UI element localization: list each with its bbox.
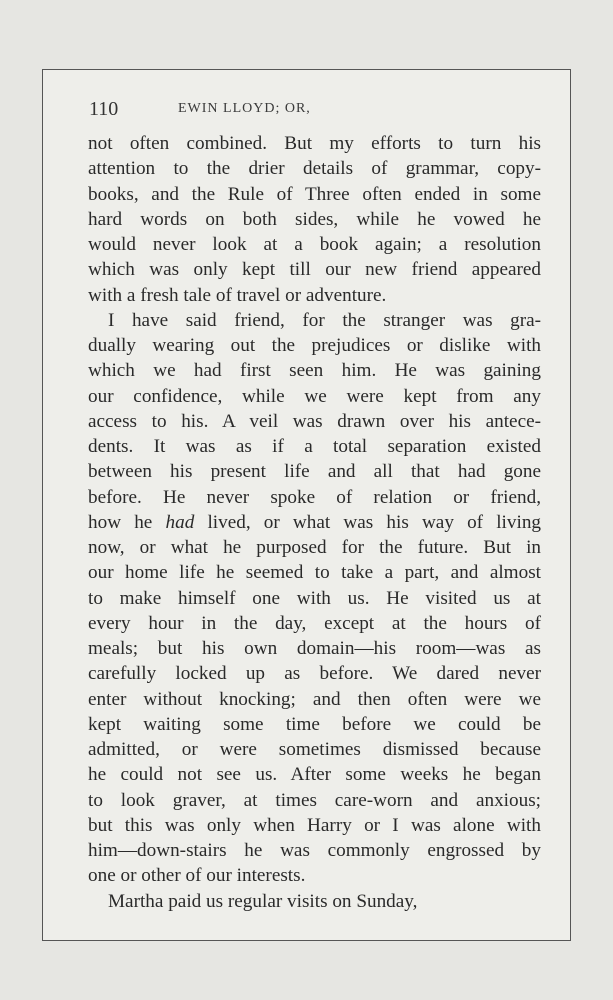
text-line: not often combined. But my efforts to turn his	[88, 133, 541, 154]
text-line: access to his. A veil was drawn over his antece-	[88, 410, 541, 432]
text-line: before. He never spoke of relation or friend,	[88, 486, 541, 508]
running-title: EWIN LLOYD; OR,	[178, 101, 311, 116]
text-line: he could not see us. After some weeks he began	[88, 764, 541, 786]
text-line: would never look at a book again; a resolution	[88, 234, 541, 255]
text-line: between his present life and all that had gone	[88, 461, 541, 483]
text-line: I have said friend, for the stranger was gra-	[108, 309, 541, 331]
text-line: which we had first seen him. He was gaining	[88, 360, 541, 382]
text-line: meals; but his own domain—his room—was as	[88, 638, 541, 659]
text-line: our confidence, while we were kept from any	[88, 385, 541, 407]
text-line: to make himself one with us. He visited us at	[88, 587, 541, 609]
text-line: books, and the Rule of Three often ended in some	[88, 183, 541, 205]
text-line: which was only kept till our new friend appeared	[88, 259, 541, 281]
text-line: how he had lived, or what was his way of living	[88, 511, 542, 533]
paragraph	[88, 131, 541, 308]
text-line: with a fresh tale of travel or adventure.	[88, 284, 387, 306]
text-line: dents. It was as if a total separation existed	[88, 436, 541, 457]
text-line: dually wearing out the prejudices or dislike with	[88, 335, 541, 356]
text-line: one or other of our interests.	[88, 865, 306, 887]
text-line: our home life he seemed to take a part, and almost	[88, 562, 541, 584]
text-line: every hour in the day, except at the hours of	[88, 612, 541, 634]
text-line: him—down-stairs he was commonly engrossed by	[88, 840, 541, 861]
text-line: to look graver, at times care-worn and anxious;	[88, 789, 541, 811]
body-text	[88, 131, 541, 914]
paragraph	[88, 308, 541, 889]
text-line: now, or what he purposed for the future. But in	[88, 537, 541, 558]
text-line: hard words on both sides, while he vowed he	[88, 208, 541, 230]
text-line: but this was only when Harry or I was alone with	[88, 814, 541, 836]
text-line: admitted, or were sometimes dismissed because	[88, 739, 541, 760]
text-line: carefully locked up as before. We dared never	[88, 663, 541, 685]
page-number: 110	[89, 98, 119, 120]
text-line: Martha paid us regular visits on Sunday,	[108, 890, 418, 912]
paragraph	[88, 889, 541, 914]
text-line: kept waiting some time before we could be	[88, 713, 541, 735]
text-line: enter without knocking; and then often were we	[88, 688, 541, 710]
text-line: attention to the drier details of grammar, copy-	[88, 158, 541, 180]
